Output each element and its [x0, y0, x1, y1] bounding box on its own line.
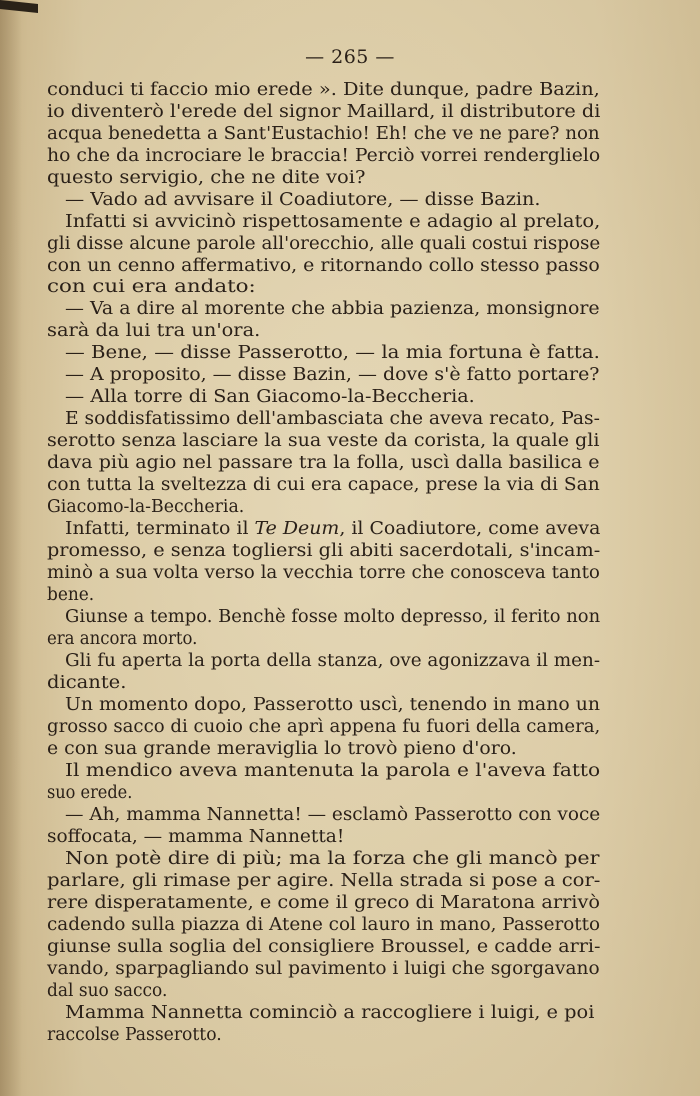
text-line: — Va a dire al morente che abbia pazienza, monsignore — [65, 299, 600, 319]
text-line: E soddisfatissimo dell'ambasciata che aveva recato, Pas- — [65, 409, 600, 429]
text-line: Giacomo-la-Beccheria. — [47, 497, 245, 517]
text-line: io diventerò l'erede del signor Maillard, il distributore di — [47, 102, 601, 122]
text-line: dal suo sacco. — [47, 981, 168, 1001]
text-line: e con sua grande meraviglia lo trovò pieno d'oro. — [47, 739, 517, 759]
text-line: Il mendico aveva mantenuta la parola e l'aveva fatto — [65, 761, 601, 781]
text-line: vando, sparpagliando sul pavimento i luigi che sgorgavano — [47, 959, 600, 979]
text-line: soffocata, — mamma Nannetta! — [47, 827, 345, 847]
text-line: grosso sacco di cuoio che aprì appena fu fuori della camera, — [47, 717, 601, 737]
text-line: rere disperatamente, e come il greco di Maratona arrivò — [47, 893, 600, 913]
text-line: Mamma Nannetta cominciò a raccogliere i luigi, e poi — [65, 1003, 595, 1023]
page-edge-shadow — [0, 0, 22, 1096]
text-line: dicante. — [47, 673, 127, 693]
text-line: giunse sulla soglia del consigliere Broussel, e cadde arri- — [47, 937, 601, 957]
text-line: Giunse a tempo. Benchè fosse molto depresso, il ferito non — [65, 607, 601, 627]
text-line: bene. — [47, 585, 95, 605]
text-line: con un cenno affermativo, e ritornando collo stesso passo — [47, 256, 600, 276]
text-line: con tutta la sveltezza di cui era capace, prese la via di San — [47, 475, 600, 495]
text-line — [65, 519, 600, 539]
text-line: minò a sua volta verso la vecchia torre che conosceva tanto — [47, 563, 600, 583]
text-line: — A proposito, — disse Bazin, — dove s'è fatto portare? — [65, 365, 600, 385]
text-line: Gli fu aperta la porta della stanza, ove agonizzava il men- — [65, 651, 601, 671]
text-line: — Vado ad avvisare il Coadiutore, — disse Bazin. — [65, 190, 541, 210]
text-line: suo erede. — [47, 783, 133, 803]
text-line: Non potè dire di più; ma la forza che gli mancò per — [65, 849, 600, 869]
text-line: cadendo sulla piazza di Atene col lauro in mano, Passerotto — [47, 915, 601, 935]
text-line: serotto senza lasciare la sua veste da corista, la quale gli — [47, 431, 600, 451]
italic-title: Te Deum — [254, 519, 340, 539]
text-line: conduci ti faccio mio erede ». Dite dunque, padre Bazin, — [47, 80, 600, 100]
text-line: — Alla torre di San Giacomo-la-Beccheria. — [65, 387, 475, 407]
text-line: gli disse alcune parole all'orecchio, alle quali costui rispose — [47, 234, 601, 254]
text-line: era ancora morto. — [47, 629, 198, 649]
text-line: con cui era andato: — [47, 277, 256, 297]
text-line: questo servigio, che ne dite voi? — [47, 168, 366, 188]
text-line: acqua benedetta a Sant'Eustachio! Eh! che ve ne pare? non — [47, 124, 600, 144]
text-line: ho che da incrociare le braccia! Perciò vorrei renderglielo — [47, 146, 601, 166]
text-fragment: Infatti, terminato il — [65, 519, 255, 539]
text-line: — Bene, — disse Passerotto, — la mia fortuna è fatta. — [65, 343, 600, 363]
text-line: promesso, e senza togliersi gli abiti sacerdotali, s'incam- — [47, 541, 601, 561]
text-line: — Ah, mamma Nannetta! — esclamò Passerotto con voce — [65, 805, 601, 825]
text-line: dava più agio nel passare tra la folla, uscì dalla basilica e — [47, 453, 600, 473]
text-fragment: , il Coadiutore, come aveva — [339, 519, 601, 539]
text-line: parlare, gli rimase per agire. Nella strada si pose a cor- — [47, 871, 601, 891]
text-line: Infatti si avvicinò rispettosamente e adagio al prelato, — [65, 212, 601, 232]
page-number: — 265 — — [305, 46, 395, 68]
text-line: raccolse Passerotto. — [47, 1025, 222, 1045]
text-line: Un momento dopo, Passerotto uscì, tenendo in mano un — [65, 695, 600, 715]
text-line: sarà da lui tra un'ora. — [47, 321, 261, 341]
